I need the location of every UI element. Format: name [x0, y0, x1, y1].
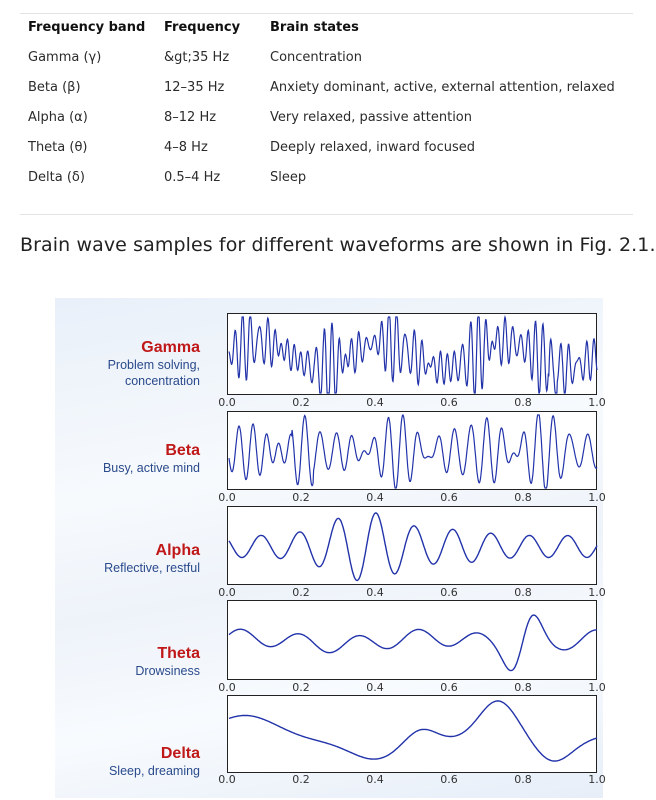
x-tick-label: 0.2	[292, 773, 310, 786]
gamma-label	[108, 338, 200, 389]
beta-waveform-line	[229, 415, 597, 488]
band-description: concentration	[124, 374, 200, 388]
alpha-waveform-line	[229, 513, 597, 581]
alpha-waveform-plot	[227, 506, 597, 585]
alpha-label	[104, 541, 200, 576]
alpha-x-axis	[218, 586, 606, 600]
x-tick-label: 0.2	[292, 396, 310, 409]
x-tick-label: 0.0	[218, 773, 236, 786]
cell-band: Theta (θ)	[28, 139, 88, 155]
x-tick-label: 0.0	[218, 491, 236, 504]
cell-frequency: 8–12 Hz	[164, 109, 217, 125]
band-name: Gamma	[141, 339, 200, 356]
cell-brain-state: Anxiety dominant, active, external attention, relaxed	[270, 79, 615, 95]
cell-frequency: 4–8 Hz	[164, 139, 208, 155]
x-tick-label: 0.6	[440, 491, 458, 504]
x-tick-label: 0.0	[218, 396, 236, 409]
cell-frequency: 0.5–4 Hz	[164, 169, 221, 185]
gamma-x-axis	[218, 396, 606, 410]
x-tick-label: 0.4	[366, 396, 384, 409]
header-brain-states: Brain states	[270, 19, 359, 35]
cell-frequency: &gt;35 Hz	[164, 49, 230, 65]
cell-brain-state: Concentration	[270, 49, 362, 65]
theta-waveform-plot	[227, 600, 597, 680]
x-tick-label: 1.0	[588, 396, 606, 409]
cell-band: Alpha (α)	[28, 109, 88, 125]
gamma-waveform-line	[229, 317, 597, 393]
beta-label	[103, 441, 200, 476]
band-name: Delta	[160, 745, 200, 762]
table-row	[20, 42, 633, 72]
x-tick-label: 0.8	[514, 396, 532, 409]
x-tick-label: 0.6	[440, 681, 458, 694]
delta-label	[109, 744, 200, 779]
band-description: Busy, active mind	[102, 461, 200, 475]
cell-frequency: 12–35 Hz	[164, 79, 225, 95]
x-tick-label: 0.4	[366, 586, 384, 599]
delta-waveform-plot	[227, 695, 597, 773]
x-tick-label: 0.4	[366, 491, 384, 504]
band-name: Beta	[165, 442, 200, 459]
beta-waveform-plot	[227, 411, 597, 490]
x-tick-label: 1.0	[588, 586, 606, 599]
table-row	[20, 132, 633, 162]
cell-brain-state: Very relaxed, passive attention	[270, 109, 472, 125]
theta-label	[135, 644, 200, 679]
cell-brain-state: Deeply relaxed, inward focused	[270, 139, 476, 155]
x-tick-label: 0.4	[366, 681, 384, 694]
x-tick-label: 0.4	[366, 773, 384, 786]
table-row	[20, 72, 633, 102]
delta-waveform-svg	[228, 696, 598, 774]
x-tick-label: 0.0	[218, 681, 236, 694]
beta-x-axis	[218, 491, 606, 505]
x-tick-label: 0.2	[292, 681, 310, 694]
band-description: Reflective, restful	[104, 561, 200, 575]
figure-caption-text: Brain wave samples for different waveforms are shown in Fig. 2.1.	[20, 234, 656, 256]
header-frequency: Frequency	[164, 19, 241, 35]
x-tick-label: 0.2	[292, 586, 310, 599]
delta-x-axis	[218, 773, 606, 787]
x-tick-label: 0.6	[440, 773, 458, 786]
x-tick-label: 0.8	[514, 491, 532, 504]
x-tick-label: 0.8	[514, 773, 532, 786]
x-tick-label: 0.2	[292, 491, 310, 504]
x-tick-label: 0.8	[514, 586, 532, 599]
band-name: Theta	[157, 645, 200, 662]
cell-band: Delta (δ)	[28, 169, 85, 185]
x-tick-label: 0.0	[218, 586, 236, 599]
table-row	[20, 102, 633, 132]
cell-band: Gamma (γ)	[28, 49, 102, 65]
band-name: Alpha	[155, 542, 200, 559]
delta-waveform-line	[229, 701, 597, 761]
brain-wave-figure	[55, 298, 606, 798]
band-description: Sleep, dreaming	[108, 764, 200, 778]
alpha-waveform-svg	[228, 507, 598, 586]
band-description: Problem solving,	[107, 358, 200, 372]
theta-waveform-line	[229, 615, 597, 671]
band-description: Drowsiness	[135, 664, 200, 678]
cell-brain-state: Sleep	[270, 169, 307, 185]
table-row	[20, 162, 633, 192]
table-bottom-rule	[20, 214, 633, 215]
x-tick-label: 1.0	[588, 681, 606, 694]
x-tick-label: 0.6	[440, 586, 458, 599]
theta-x-axis	[218, 681, 606, 695]
x-tick-label: 1.0	[588, 773, 606, 786]
gamma-waveform-svg	[228, 314, 598, 396]
x-tick-label: 0.6	[440, 396, 458, 409]
gamma-waveform-plot	[227, 313, 597, 395]
table-header-row	[20, 12, 633, 42]
frequency-band-table	[20, 12, 633, 192]
cell-band: Beta (β)	[28, 79, 81, 95]
theta-waveform-svg	[228, 601, 598, 681]
beta-waveform-svg	[228, 412, 598, 491]
x-tick-label: 0.8	[514, 681, 532, 694]
x-tick-label: 1.0	[588, 491, 606, 504]
header-frequency-band: Frequency band	[28, 19, 146, 35]
